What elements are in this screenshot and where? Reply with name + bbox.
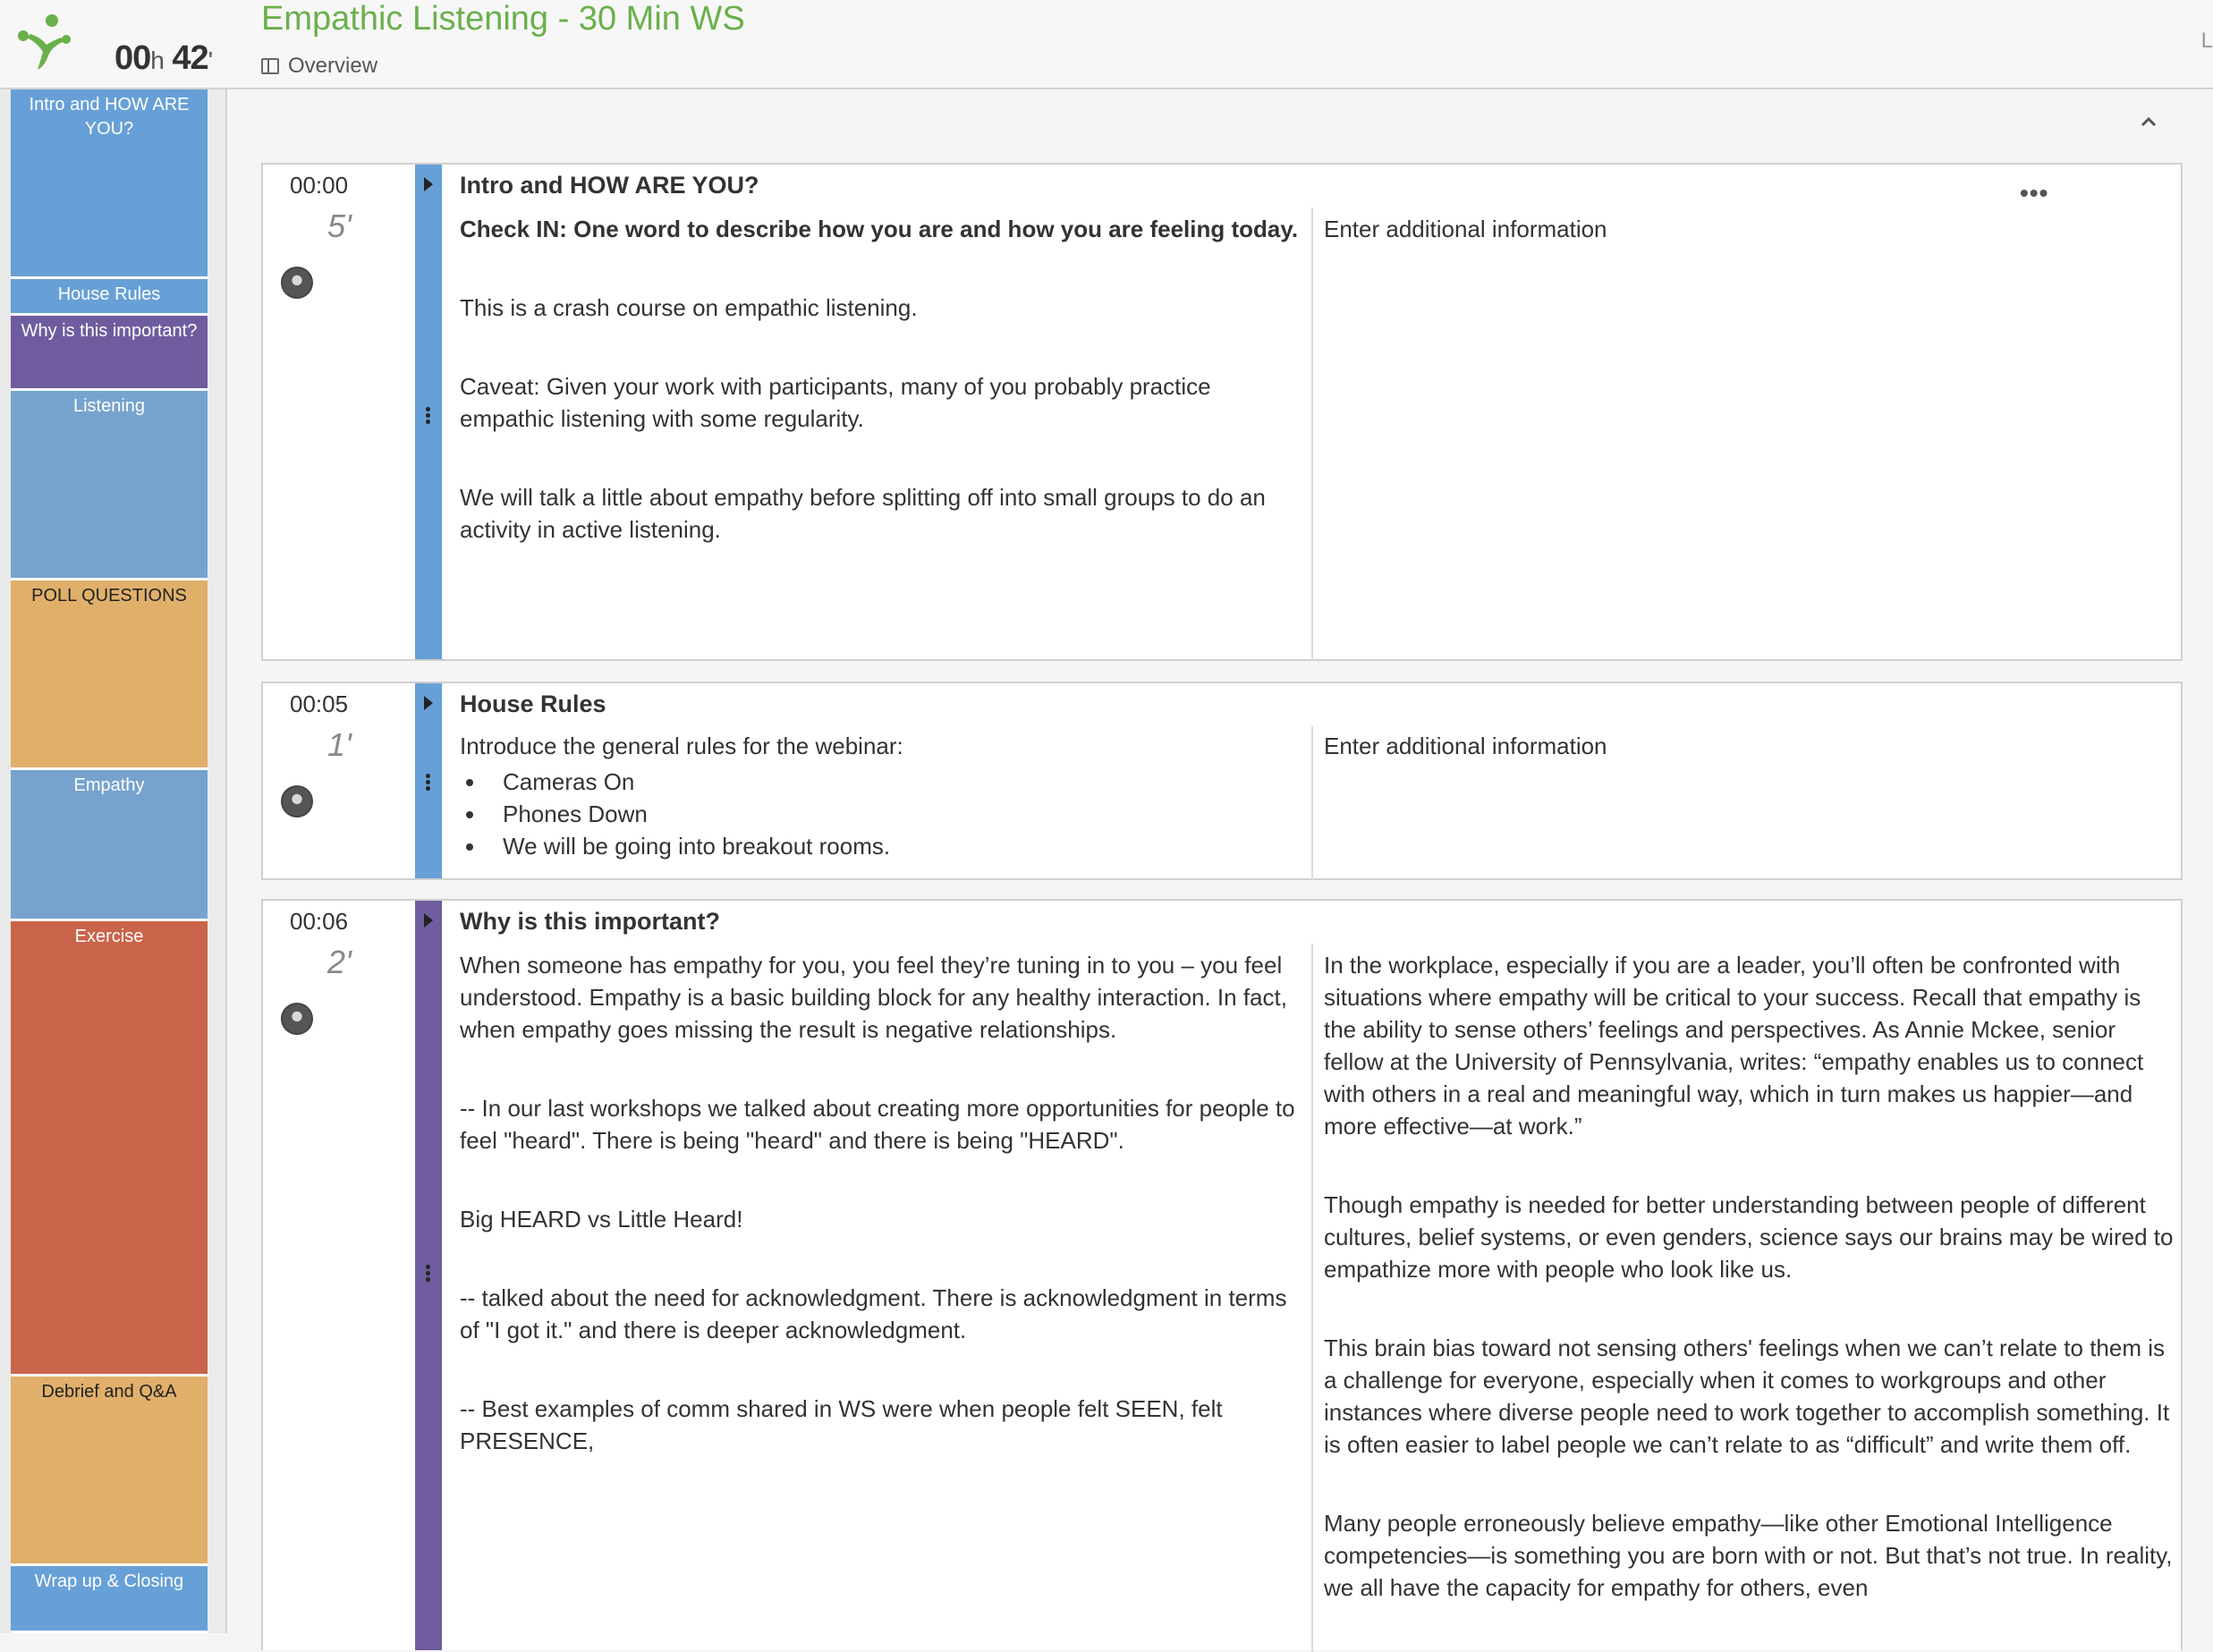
block-duration[interactable]: 1' bbox=[327, 726, 352, 763]
block-description[interactable] bbox=[460, 730, 1310, 862]
sidebar-item-empathy[interactable]: Empathy bbox=[11, 770, 208, 921]
note-paragraph: This brain bias toward not sensing others' feelings when we can’t relate to them is a challenge for everyone, especially when it comes to workgroups and other instances where diverse people need to work together to accomplish something. It is often easier to label people we can’t relate to as “difficult” and write them off. bbox=[1324, 1334, 2170, 1458]
avatar[interactable] bbox=[281, 267, 313, 299]
sidebar-item-wrap-up[interactable]: Wrap up & Closing bbox=[11, 1566, 208, 1633]
block-duration[interactable]: 5' bbox=[327, 208, 352, 244]
sidebar-item-debrief[interactable]: Debrief and Q&A bbox=[11, 1377, 208, 1566]
note-paragraph: Many people erroneously believe empathy—like other Emotional Intelligence competencies—is something you are born with or not. But that’s not true. In reality, we all have the capacity for empathy for others, even bbox=[1324, 1510, 2173, 1601]
agenda-block bbox=[261, 163, 2183, 661]
block-description[interactable] bbox=[460, 213, 1310, 592]
column-divider bbox=[1311, 944, 1313, 1652]
paragraph: -- talked about the need for acknowledgment. There is acknowledgment in terms of "I got it." and there is deeper acknowledgment. bbox=[460, 1284, 1287, 1343]
expand-toggle-icon[interactable] bbox=[424, 177, 433, 191]
column-divider bbox=[1311, 726, 1313, 880]
layout-icon bbox=[261, 58, 279, 74]
block-start-time: 00:06 bbox=[290, 908, 349, 935]
paragraph: Big HEARD vs Little Heard! bbox=[460, 1206, 743, 1233]
sidebar-item-poll-questions[interactable]: POLL QUESTIONS bbox=[11, 580, 208, 770]
block-title[interactable]: Why is this important? bbox=[460, 908, 721, 935]
block-title[interactable]: House Rules bbox=[460, 690, 606, 717]
sidebar-item-intro[interactable]: Intro and HOW ARE YOU? bbox=[11, 89, 208, 279]
sidebar-item-house-rules[interactable]: House Rules bbox=[11, 279, 208, 316]
block-start-time: 00:05 bbox=[290, 690, 349, 717]
block-title[interactable]: Intro and HOW ARE YOU? bbox=[460, 172, 759, 199]
list-item: • Phones Down bbox=[487, 798, 1310, 830]
avatar[interactable] bbox=[281, 785, 313, 818]
expand-toggle-icon[interactable] bbox=[424, 696, 433, 710]
additional-info-field[interactable] bbox=[1324, 949, 2174, 1650]
block-color-bar[interactable] bbox=[415, 901, 442, 1650]
agenda-sidebar bbox=[0, 89, 227, 1633]
paragraph: This is a crash course on empathic listening. bbox=[460, 294, 918, 321]
column-divider bbox=[1311, 208, 1313, 661]
paragraph: -- Best examples of comm shared in WS were when people felt SEEN, felt PRESENCE, bbox=[460, 1395, 1223, 1454]
more-options-icon[interactable]: ••• bbox=[2020, 179, 2049, 207]
list-item: • Cameras On bbox=[487, 766, 1310, 798]
drag-handle-icon[interactable] bbox=[426, 1264, 430, 1283]
sidebar-item-why-important[interactable]: Why is this important? bbox=[11, 316, 208, 391]
paragraph: When someone has empathy for you, you feel they’re tuning in to you – you feel understood. Empathy is a basic building block for any healthy interaction. In fact, when empathy goes missing the result is negative relationships. bbox=[460, 952, 1287, 1043]
check-in-text: Check IN: One word to describe how you are and how you are feeling today. bbox=[460, 216, 1299, 242]
list-item: • We will be going into breakout rooms. bbox=[487, 830, 1310, 862]
rules-intro: Introduce the general rules for the webinar: bbox=[460, 733, 903, 759]
drag-handle-icon[interactable] bbox=[426, 406, 430, 426]
note-paragraph: Though empathy is needed for better understanding between people of different cultures, belief systems, or even genders, science says our brains may be wired to empathize more with people who look like us. bbox=[1324, 1191, 2174, 1283]
block-color-bar[interactable] bbox=[415, 165, 442, 659]
agenda-title[interactable]: Empathic Listening - 30 Min WS bbox=[261, 0, 745, 38]
app-header bbox=[0, 0, 2213, 89]
sidebar-item-listening[interactable]: Listening bbox=[11, 391, 208, 580]
overview-link[interactable] bbox=[261, 54, 377, 79]
note-paragraph: In the workplace, especially if you are a leader, you’ll often be confronted with situations where empathy will be critical to your success. Recall that empathy is the ability to sense others’ feelings and perspectives. As Annie Mckee, senior fellow at the University of Pennsylvania, writes: “empathy enables us to connect with others in a real and meaningful way, which in turn makes us happier—and more effective—at work.” bbox=[1324, 952, 2144, 1139]
chevron-up-icon[interactable] bbox=[2140, 113, 2158, 131]
block-color-bar[interactable] bbox=[415, 683, 442, 878]
block-description[interactable] bbox=[460, 949, 1310, 1504]
overview-label: Overview bbox=[288, 54, 378, 78]
header-edge-text: L bbox=[2200, 29, 2213, 53]
drag-handle-icon[interactable] bbox=[426, 773, 430, 792]
paragraph: Caveat: Given your work with participants, many of you probably practice empathic listening with some regularity. bbox=[460, 373, 1211, 432]
paragraph: We will talk a little about empathy before splitting off into small groups to do an activity in active listening. bbox=[460, 484, 1266, 543]
paragraph: -- In our last workshops we talked about creating more opportunities for people to feel "heard". There is being "heard" and there is being "HEARD". bbox=[460, 1095, 1295, 1154]
rules-list bbox=[460, 766, 1310, 862]
total-duration: 00h 42' bbox=[114, 39, 213, 77]
block-start-time: 00:00 bbox=[290, 172, 349, 199]
additional-info-field[interactable]: Enter additional information bbox=[1324, 733, 1607, 759]
agenda-block bbox=[261, 899, 2183, 1650]
expand-toggle-icon[interactable] bbox=[424, 913, 433, 928]
sidebar-item-exercise[interactable]: Exercise bbox=[11, 921, 208, 1377]
block-duration[interactable]: 2' bbox=[327, 944, 352, 980]
sidebar-scrollbar[interactable] bbox=[208, 89, 225, 1633]
avatar[interactable] bbox=[281, 1003, 313, 1035]
agenda-block bbox=[261, 682, 2183, 880]
additional-info-field[interactable]: Enter additional information bbox=[1324, 216, 1607, 242]
app-logo-icon[interactable] bbox=[16, 13, 72, 73]
